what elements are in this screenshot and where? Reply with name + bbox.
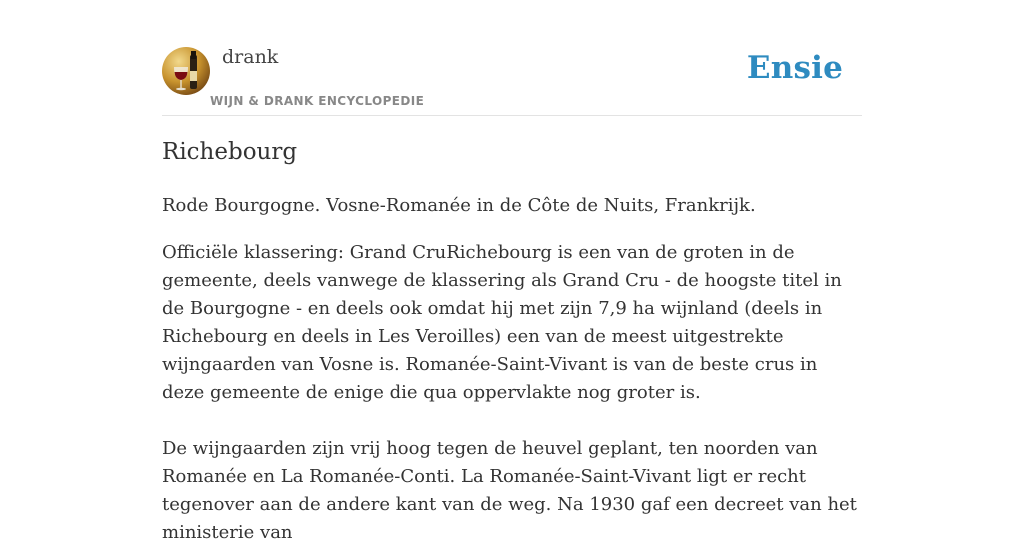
wine-bottle-glass-icon	[162, 47, 210, 95]
article-paragraph: Officiële klassering: Grand CruRichebourg is een van de groten in de gemeente, deels vanwege de klassering als Grand Cru - de hoogste titel in de Bourgogne - en deels ook omdat hij met zijn 7,9 ha wijnland (deels in Richebourg en deels in Les Veroilles) een van de meest uitgestrekte wijngaarden van Vosne is. Romanée-Saint-Vivant is van de beste crus in deze gemeente de enige die qua oppervlakte nog groter is.	[162, 242, 842, 403]
ensie-logo[interactable]: Ensie	[746, 50, 843, 86]
article-body	[162, 239, 862, 547]
article-title: Richebourg	[162, 139, 298, 165]
site-subtitle: WIJN & DRANK ENCYCLOPEDIE	[210, 94, 425, 108]
article-lead: Rode Bourgogne. Vosne-Romanée in de Côte de Nuits, Frankrijk.	[162, 195, 756, 216]
article-paragraph: De wijngaarden zijn vrij hoog tegen de heuvel geplant, ten noorden van Romanée en La Romanée-Conti. La Romanée-Saint-Vivant ligt er recht tegenover aan de andere kant van de weg. Na 1930 gaf een decreet van het ministerie van	[162, 438, 857, 543]
site-header	[162, 0, 862, 116]
category-avatar[interactable]	[162, 47, 210, 95]
page-container	[162, 0, 862, 543]
category-link[interactable]: drank	[222, 46, 279, 68]
